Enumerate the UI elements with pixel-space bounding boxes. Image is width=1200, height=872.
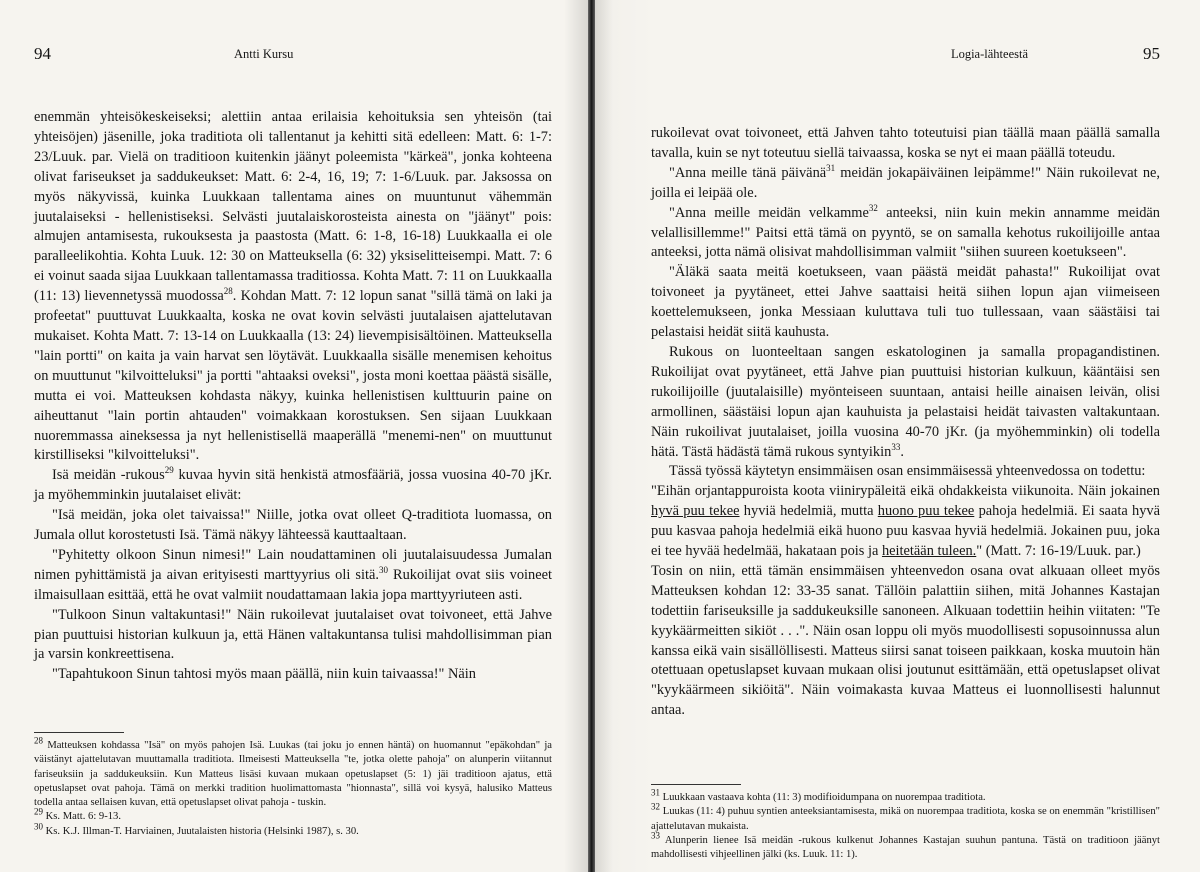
footnote-ref: 31 (826, 163, 836, 174)
book-gutter (588, 0, 595, 872)
paragraph-text: enemmän yhteisökeskeiseksi; alettiin antaa erilaisia kehoituksia sen yhteisön (tai yhteisöjen) jäsenille, joka traditiota oli tallentanut ja kehitti sitä edelleen: Matt. 6: 1-7: 23/Luuk. par. Vielä on traditioon kuitenkin jäänyt poleemista "kärkeä", jonka kohteena olivat fariseukset ja saddukeukset: Matt. 6: 2-4, 16, 19; 7: 1-6/Luuk. par. Jaksossa on myös näkyvissä, kuinka Luukkaan tallentama aines on muuntunut vähemmän juutalaiseksi - hellenistiseksi. Selvästi juutalaiskorosteista ainesta on "jäänyt" pois: almujen antamisesta, rukouksesta ja paastosta (Matt. 6: 1-8, 16-18) Luukkaalla ei ole paralleelikohtia. Kohta Luuk. 12: 30 on Matteuksella (6: 32) yksiselitteisempi. Matt. 7: 6 ei voinut saada sijaa Luukkaan tallentamassa traditiossa. Kohta Matt. 7: 11 on Luukkaalla (11: 13) lievennetyssä muodossa (34, 109, 552, 305)
paragraph-text: kuvaa hyvin sitä henkistä atmosfääriä, jossa vuosina 40-70 jKr. ja myöhemminkin juutalaiset elivät: (34, 467, 552, 504)
paragraph-text: Rukous on luonteeltaan sangen eskatologinen ja samalla propagandistinen. Rukoilijat ovat pyytäneet, että Jahve pian puuttuisi historian kulkuun, kääntäisi sen rukoilijoille (juutalaisille) myönteiseen suuntaan, antaisi heille ainaisen leivän, olisi armollinen, säästäisi lopun ajan kauhuista ja pelastaisi heidät taivasten valtakuntaan. Näin rukoilivat juutalaiset, joilla vuosina 40-70 jKr. (ja myöhemminkin) oli todella hätä. Tästä hädästä tämä rukous syntyikin (651, 343, 1160, 460)
quote-underlined: heitetään tuleen. (881, 543, 977, 560)
paragraph: Tässä työssä käytetyn ensimmäisen osan ensimmäisessä yhteenvedossa on todettu: (669, 463, 1146, 480)
paragraph-text: anteeksi, niin kuin mekin annamme meidän velallisillemme!" Paitsi että tämä on pyyntö, se on samalla kehotus rukoilijoille antaa anteeksi, jotta nämä olisivat mahdollisimman valmiit "siihen suureen koetukseen". (651, 204, 1160, 261)
paragraph (651, 164, 1160, 204)
paragraph (34, 546, 552, 606)
footnote-ref: 32 (868, 202, 878, 213)
footnote (34, 735, 553, 810)
running-head: Antti Kursu (234, 47, 294, 61)
left-footnotes (34, 718, 552, 839)
paragraph (651, 204, 1160, 264)
footnote-text: Alunperin lienee Isä meidän -rukous kulkenut Johannes Kastajan suuhun pantuna. Tästä on traditioon jäänyt mahdollisesti vihjeellinen jälki (ks. Luuk. 11: 1). (651, 834, 1160, 861)
paragraph: rukoilevat ovat toivoneet, että Jahven tahto toteutuisi pian täällä maan päällä samalla tavalla, kuin se nyt toteutuu siellä taivaassa, koska se nyt ei maan päällä toteudu. (651, 125, 1160, 161)
paragraph: "Tapahtukoon Sinun tahtosi myös maan päällä, niin kuin taivaassa!" Näin (52, 666, 476, 683)
footnote-text: Luukas (11: 4) puhuu syntien anteeksiantamisesta, mikä on nuorempaa traditiota, koska se on enemmän "kristillisen" ajattelutavan mukaista. (651, 806, 1161, 832)
paragraph: Tosin on niin, että tämän ensimmäisen yhteenvedon osana ovat alkuaan olleet myös Matteuksen kohdan 12: 33-35 sanat. Tällöin palattiin siihen, mitä Johannes Kastajan todettiin fariseuksille ja saddukeuksille sanoneen. Alkuaan todettiin heihin viitaten: "Te kyykäärmeitten sikiöt . . .". Näin osan loppu oli myös muodollisesti sopusoinnussa alun kanssa eikä vain sisällöllisesti. Matteus siirsi sanat toiseen paikkaan, koska muutoin hän otettuaan opetuslapset kuvaan mukaan olisi joutunut esittämään, että opetuslapset olivat "kyykäärmeen sikiöitä". Näin voimakasta kuvaa Matteus ei luonnollisesti halunnut antaa. (651, 562, 1160, 719)
block-quote (651, 482, 1160, 562)
footnote-text: Ks. K.J. Illman-T. Harviainen, Juutalaisten historia (Helsinki 1987), s. 30. (45, 825, 359, 837)
paragraph: "Tulkoon Sinun valtakuntasi!" Näin rukoilevat juutalaiset ovat toivoneet, että Jahve pian puuttuisi historian kulkuun ja, että Hänen valtakuntansa tulisi mahdollisimman pian ja varsin konkreettisena. (34, 606, 552, 663)
footnote-ref: 28 (223, 286, 233, 297)
paragraph-text: . (900, 443, 904, 460)
paragraph-text: "Anna meille tänä päivänä (669, 164, 827, 181)
footnote-ref: 29 (164, 465, 174, 476)
footnote-number: 28 (34, 735, 43, 746)
footnote-rule (651, 784, 741, 785)
right-page (595, 0, 1200, 872)
paragraph-text: "Anna meille meidän velkamme (669, 204, 869, 221)
quote-text: hyviä hedelmiä, mutta (739, 503, 878, 520)
right-page-header (651, 0, 1160, 110)
paragraph-text: meidän jokapäiväinen leipämme!" Näin rukoilevat ne, joilla ei leipää ole. (651, 164, 1160, 201)
paragraph-text: Rukoilijat ovat siis voineet ilmaisullaan esittää, että he ovat valmiit noudattamaan lakia jopa marttyyriuteen asti. (34, 566, 552, 603)
footnote-rule (34, 732, 124, 733)
page-number: 95 (1143, 44, 1160, 63)
footnote-number: 29 (34, 806, 43, 817)
paragraph-text: Isä meidän -rukous (52, 467, 165, 484)
paragraph (651, 343, 1160, 462)
footnote-number: 32 (651, 801, 660, 812)
paragraph (34, 108, 552, 466)
footnote-text: Luukkaan vastaava kohta (11: 3) modifioidumpana on nuorempaa traditiota. (662, 792, 986, 803)
paragraph: "Isä meidän, joka olet taivaissa!" Niille, jotka ovat olleet Q-traditiota luomassa, on Jumala ollut korostetusti Isä. Tämä näkyy lähteessä kauttaaltaan. (34, 507, 552, 544)
footnote-ref: 33 (891, 441, 901, 452)
left-page (0, 0, 588, 872)
footnote-number: 31 (651, 787, 660, 798)
footnote-text: Matteuksen kohdassa "Isä" on myös pahojen Isä. Luukas (tai joku jo ennen häntä) on huomannut "epäkohdan" ja väistänyt ajattelutavan muuttamalla traditiota. Ilmeisesti Matteuksella "te, jotka olette pahoja" on alunperin viitannut fariseuksiin ja saddukeuksiin. Kun Matteus lisäsi kuvaan mukaan opetuslapset (5: 1) jäi traditioon ajatus, että opetuslapset ovat pahoja. Tämä on merkki tradition huolimattomasta "hionnasta", sillä voi kysyä, halusiko Matteus todella antaa sellaisen kuvan, että opetuslapset olivat pahoja - tuskin. (34, 740, 553, 809)
page-number: 94 (34, 44, 51, 63)
right-page-body (651, 124, 1160, 721)
quote-text: " (Matt. 7: 16-19/Luuk. par.) (976, 543, 1141, 560)
footnote (34, 806, 552, 824)
running-head: Logia-lähteestä (950, 47, 1028, 61)
footnote-text: Ks. Matt. 6: 9-13. (45, 811, 121, 823)
footnote (651, 801, 1161, 834)
footnote (651, 830, 1160, 863)
footnote (34, 821, 552, 839)
paragraph: "Äläkä saata meitä koetukseen, vaan päästä meidät pahasta!" Rukoilijat ovat toivoneet ja pyytäneet, ettei Jahve saattaisi heitä siihen lopun ajan viimeiseen koettelemukseen, jonka Messiaan kuluttava tuli tuo tullessaan, vaan säästäisi tai pelastaisi heidät siitä kauhusta. (651, 264, 1160, 341)
footnote-number: 33 (651, 830, 660, 841)
footnote (651, 787, 1160, 805)
left-page-header (34, 0, 588, 110)
quote-underlined: hyvä puu tekee (651, 503, 740, 520)
paragraph (34, 466, 552, 506)
quote-text: pahoja hedelmiä. Ei saata hyvä puu kasvaa pahoja hedelmiä eikä huono puu kasvaa hyviä hedelmiä. Jokainen puu, joka ei tee hyvää hedelmää, hakataan pois ja (651, 503, 1160, 560)
paragraph-text: . Kohdan Matt. 7: 12 lopun sanat "sillä tämä on laki ja profeetat" puuttuvat Luukkaalta, koska ne ovat kovin selvästi juutalaisen ajattelutavan mukaiset. Kohta Matt. 7: 13-14 on Luukkaalla (13: 24) lievempisisältöinen. Matteuksella "lain portti" on kaita ja vain harvat sen löytävät. Luukkaalla sisälle menemisen kehoitus on muuttunut "kilvoitteluksi" ja portti "ahtaaksi oveksi", josta moni koettaa päästä sisälle, mutta ei voi. Matteuksen kohdasta näkyy, kuinka hellenistisen kulttuurin paine on aiheuttanut "lain portin ahtauden" voimakkaan korostuksen. Sen sijaan Luukkaan nuoremmassa aineksessa ja nyt hellenistisellä maaperällä "menemi-nen" on muuttunut kirstilliseksi "kilvoitteluksi". (34, 288, 552, 464)
footnote-number: 30 (34, 821, 43, 832)
right-footnotes (651, 770, 1160, 862)
quote-underlined: huono puu tekee (877, 503, 975, 520)
quote-text: "Eihän orjantappuroista koota viinirypäleitä eikä ohdakkeista viikunoita. Näin jokainen (651, 483, 1160, 500)
footnote-ref: 30 (378, 565, 388, 576)
paragraph-text: "Pyhitetty olkoon Sinun nimesi!" Lain noudattaminen oli juutalaisuudessa Jumalan nimen pyhittämistä ja aivan erityisesti marttyyrius oli sitä. (34, 546, 552, 583)
left-page-body (34, 108, 552, 685)
